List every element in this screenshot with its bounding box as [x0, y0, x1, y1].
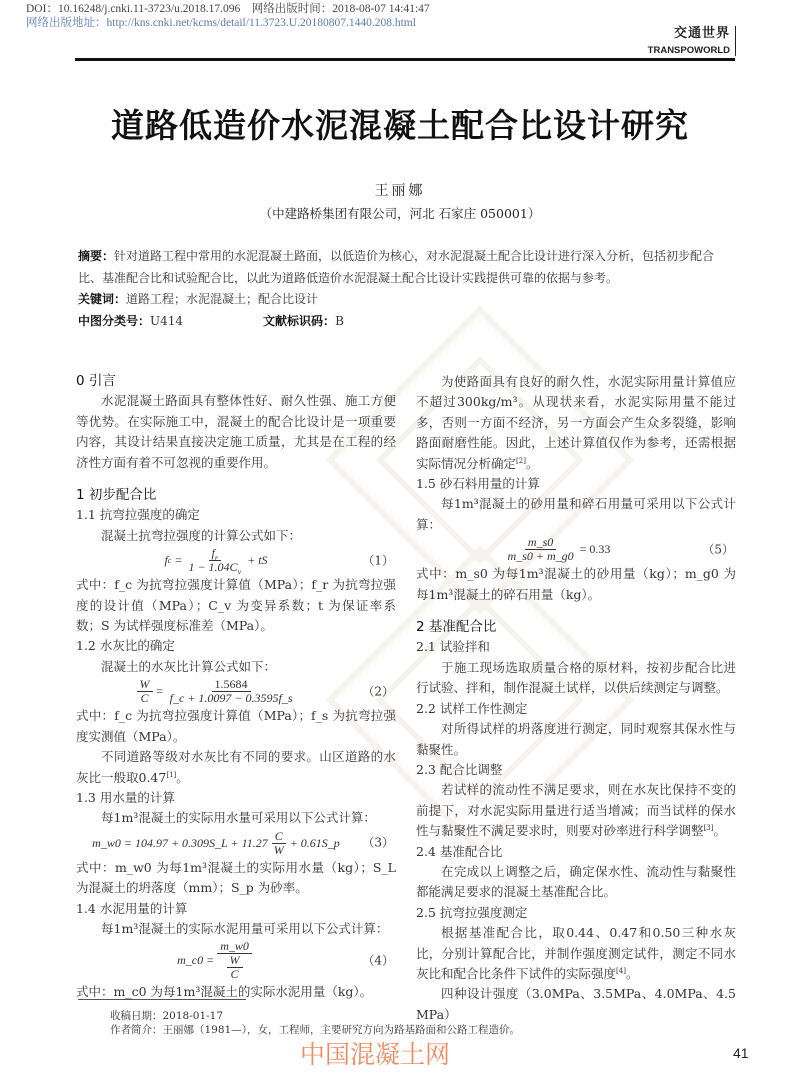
paragraph: 式中：m_c0 为每1m³混凝土的实际水泥用量（kg）。 — [76, 984, 373, 1000]
subsection-heading: 1.3 用水量的计算 — [76, 789, 175, 805]
paragraph: 水泥混凝土路面具有整体性好、耐久性强、施工方便等优势。在实际施工中，混凝土的配合比设计是一项重要内容，其设计结果直接决定施工质量，尤其是在工程的经济性方面有着不可忽视的重要作用。 — [76, 393, 396, 470]
paragraph: 根据基准配合比，取0.44、0.47和0.50三种水灰比，分别计算配合比，并制作强度测定试件，测定不同水灰比和配合比条件下试件的实际强度[4]。 — [416, 925, 736, 981]
subsection-heading: 1.2 水灰比的确定 — [76, 638, 175, 654]
doc-code-value: B — [335, 313, 344, 328]
section-heading: 1 初步配合比 — [76, 487, 157, 504]
paragraph: 于施工现场选取质量合格的原材料，按初步配合比进行试验、拌和，制作混凝土试样，以供后续测定与调整。 — [416, 659, 736, 696]
paper-title: 道路低造价水泥混凝土配合比设计研究 — [111, 106, 689, 145]
paragraph: 四种设计强度（3.0MPa、3.5MPa、4.0MPa、4.5MPa） — [416, 986, 736, 1022]
abstract-text: 针对道路工程中常用的水泥混凝土路面，以低造价为核心，对水泥混凝土配合比设计进行深入分析，包括初步配合比、基准配合比和试验配合比，以此为道路低造价水泥混凝土配合比设计实践提供可靠的依据与参考。 — [78, 249, 715, 285]
citation[interactable]: [1] — [166, 770, 177, 779]
paragraph: 每1m³混凝土的实际水泥用量可采用以下公式计算： — [101, 920, 389, 936]
section-heading: 0 引言 — [76, 373, 116, 389]
abstract-block — [78, 246, 738, 332]
paragraph: 每1m³混凝土的实际用水量可采用以下公式计算： — [101, 810, 376, 826]
classification — [78, 311, 738, 333]
formula-3: m_w0 = 104.97 + 0.309S_L + 11.27 $\frac{C}{W}$ + 0.61S_p （3） — [92, 828, 394, 857]
paragraph: 为使路面具有良好的耐久性，水泥实际用量计算值应不超过300kg/m³。从现状来看，水泥实际用量不能过多，否则一方面不经济，另一方面会产生众多裂缝，影响路面耐磨性能。因此，上述计算值仅作为参考，还需根据实际情况分析确定[2]。 — [416, 374, 736, 471]
citation[interactable]: [3] — [703, 823, 714, 832]
keywords-label: 关键词： — [78, 292, 127, 306]
footnote — [110, 1009, 520, 1037]
equation-number: （1） — [362, 553, 394, 568]
abstract — [78, 246, 738, 289]
subsection-heading: 2.5 抗弯拉强度测定 — [416, 904, 528, 920]
page-number: 41 — [733, 1045, 749, 1061]
equation-number: （3） — [362, 835, 394, 850]
formula-5: $\frac{m\_s0}{m\_s0 + m\_g0}$ = 0.33 （5） — [507, 535, 734, 564]
doi-header — [26, 2, 430, 30]
footnote-rule — [78, 999, 246, 1000]
paragraph: 式中：m_s0 为每1m³混凝土的砂用量（kg）；m_g0 为每1m³混凝土的碎石用量（kg）。 — [416, 566, 736, 602]
paragraph: 每1m³混凝土的砂用量和碎石用量可采用以下公式计算： — [416, 496, 736, 532]
author-name: 王丽娜 — [374, 183, 426, 199]
citation[interactable]: [2] — [516, 456, 526, 465]
formula-4: m_c0 = $\frac{m\_w0}{\frac{W}{C}}$ （4） — [177, 939, 394, 982]
keywords — [78, 289, 738, 311]
section-heading: 2 基准配合比 — [416, 619, 497, 636]
online-url[interactable]: 网络出版地址：http://kns.cnki.net/kcms/detail/11.3723.U.20180807.1440.208.html — [26, 17, 416, 29]
left-column — [76, 371, 396, 1003]
author-bio: 作者简介：王丽娜（1981—），女，工程师，主要研究方向为路基路面和公路工程造价。 — [110, 1024, 520, 1036]
journal-name-en: TRANSPOWORLD — [647, 45, 730, 56]
author-affiliation: （中建路桥集团有限公司，河北 石家庄 050001） — [259, 206, 541, 221]
paragraph: 式中：m_w0 为每1m³混凝土的实际用水量（kg）；S_L 为混凝土的坍落度（mm）；S_p 为砂率。 — [76, 859, 396, 896]
masthead-divider — [735, 26, 736, 56]
subsection-heading: 2.2 试样工作性测定 — [416, 700, 528, 716]
received-date: 收稿日期：2018-01-17 — [110, 1010, 224, 1022]
subsection-heading: 2.1 试验拌和 — [416, 639, 490, 655]
paragraph: 对所得试样的坍落度进行测定，同时观察其保水性与黏聚性。 — [416, 721, 736, 757]
site-watermark: 中国混凝土网 — [300, 1040, 451, 1069]
equation-number: （5） — [702, 542, 734, 557]
subsection-heading: 1.5 砂石料用量的计算 — [416, 476, 540, 492]
citation[interactable]: [4] — [616, 966, 626, 975]
abstract-label: 摘要： — [78, 249, 115, 263]
subsection-heading: 2.3 配合比调整 — [416, 761, 503, 777]
doc-code-label: 文献标识码： — [263, 313, 336, 328]
subsection-heading: 1.4 水泥用量的计算 — [76, 900, 188, 916]
header-rule — [75, 58, 735, 61]
clc-label: 中图分类号： — [78, 313, 151, 328]
keywords-text: 道路工程；水泥混凝土；配合比设计 — [126, 292, 319, 306]
doi-line: DOI：10.16248/j.cnki.11-3723/u.2018.17.096 网络出版时间：2018-08-07 14:41:47 — [26, 3, 430, 15]
equation-number: （2） — [362, 684, 394, 699]
right-column — [416, 372, 736, 1025]
clc-value: U414 — [150, 313, 184, 328]
equation-number: （4） — [362, 953, 394, 968]
subsection-heading: 2.4 基准配合比 — [416, 843, 503, 859]
journal-name-cn: 交通世界 — [673, 26, 730, 41]
paragraph: 在完成以上调整之后，确定保水性、流动性与黏聚性都能满足要求的混凝土基准配合比。 — [416, 863, 736, 900]
formula-1: f c = $\frac{f_r}{1 - 1.04C_v}$ + tS （1） — [164, 546, 394, 577]
journal-masthead — [648, 22, 730, 56]
paragraph: 不同道路等级对水灰比有不同的要求。山区道路的水灰比一般取0.47[1]。 — [76, 749, 396, 785]
formula-2: $\frac{W}{C}$ = $\frac{1.5684}{f\_c + 1.0097 - 0.3595f\_s}$ （2） — [76, 678, 396, 705]
paragraph: 式中：f_c 为抗弯拉强度计算值（MPa）；f_s 为抗弯拉强度实测值（MPa）。 — [76, 708, 396, 744]
paragraph: 混凝土的水灰比计算公式如下： — [101, 658, 277, 674]
paragraph: 式中：f_c 为抗弯拉强度计算值（MPa）；f_r 为抗弯拉强度的设计值（MPa）；C_v 为变异系数；t 为保证率系数；S 为试样强度标准差（MPa）。 — [76, 577, 396, 634]
paragraph: 混凝土抗弯拉强度的计算公式如下： — [101, 527, 302, 543]
paragraph: 若试样的流动性不满足要求，则在水灰比保持不变的前提下，对水泥实际用量进行适当增减；而当试样的保水性与黏聚性不满足要求时，则要对砂率进行科学调整[3]。 — [416, 782, 736, 839]
subsection-heading: 1.1 抗弯拉强度的确定 — [76, 507, 200, 523]
